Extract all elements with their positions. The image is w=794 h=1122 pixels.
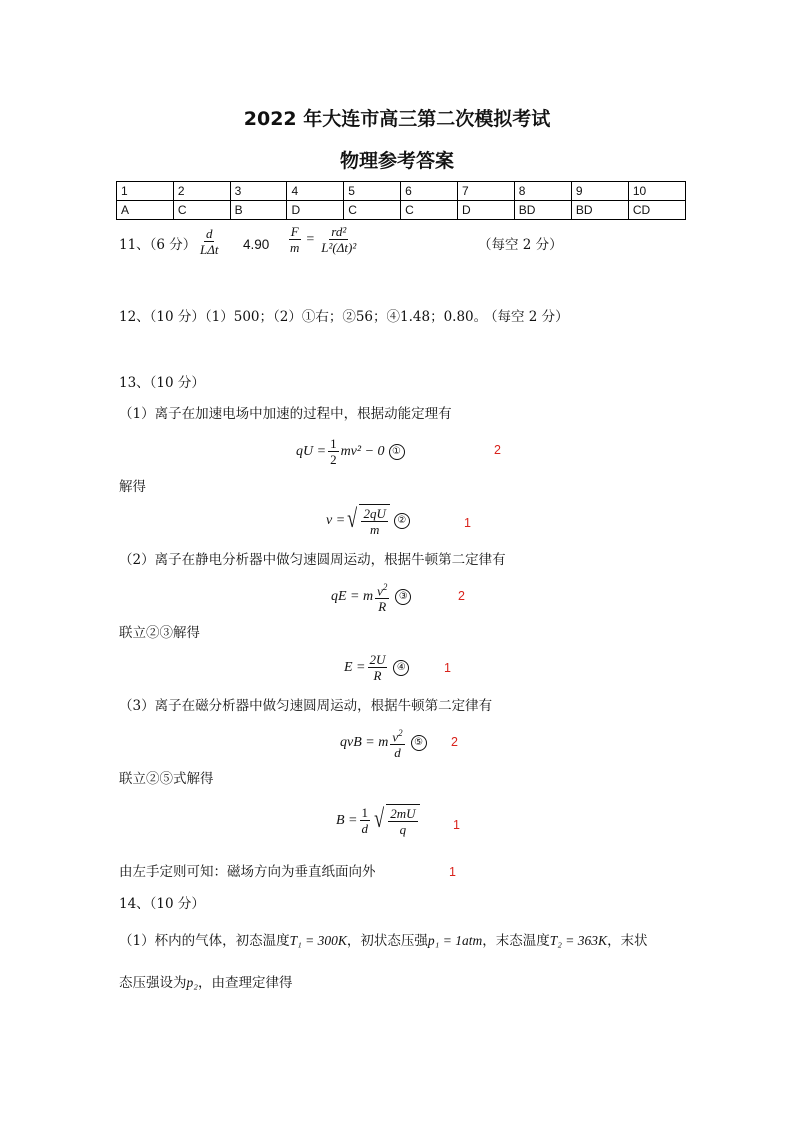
equation-mark: ① bbox=[389, 444, 405, 460]
table-cell: CD bbox=[628, 201, 685, 220]
q11-label: 11、（6 分） bbox=[119, 237, 197, 253]
score-mark: 2 bbox=[458, 589, 465, 603]
q13-label: 13、（10 分） bbox=[119, 375, 205, 391]
combine-text-2: 联立②⑤式解得 bbox=[119, 771, 214, 787]
q13-conclusion: 由左手定则可知：磁场方向为垂直纸面向外 bbox=[119, 864, 376, 880]
square-root: √ $\frac{2mU}{q}$ bbox=[372, 804, 420, 837]
score-mark: 1 bbox=[453, 818, 460, 832]
table-cell: C bbox=[344, 201, 401, 220]
q13-part3-text: （3）离子在磁分析器中做匀速圆周运动，根据牛顿第二定律有 bbox=[119, 698, 493, 714]
table-row-answers bbox=[117, 201, 686, 220]
q13-part2-text: （2）离子在静电分析器中做匀速圆周运动，根据牛顿第二定律有 bbox=[119, 552, 506, 568]
equation-2: v = √ $\frac{2qU}{m}$ ② bbox=[326, 504, 410, 537]
table-cell: 10 bbox=[628, 182, 685, 201]
fraction: $\frac{1}{d}$ bbox=[361, 805, 368, 836]
table-cell: 8 bbox=[514, 182, 571, 201]
fraction: $\frac{v^2}{R}$ bbox=[377, 582, 388, 615]
q12-answer: 12、（10 分）（1）500；（2）①右；②56；④1.48；0.80。 bbox=[119, 309, 488, 325]
table-cell: C bbox=[401, 201, 458, 220]
fraction: $\frac{v^2}{d}$ bbox=[392, 728, 403, 761]
answer-table bbox=[116, 181, 686, 220]
equation-1: qU = $\frac{1}{2}$ mv² − 0 ① bbox=[296, 436, 405, 467]
square-root: √ $\frac{2qU}{m}$ bbox=[345, 504, 390, 537]
equation-6: B = $\frac{1}{d}$ √ $\frac{2mU}{q}$ bbox=[336, 804, 420, 837]
q11-score-note: （每空 2 分） bbox=[478, 237, 563, 253]
table-cell: D bbox=[457, 201, 514, 220]
table-cell: 1 bbox=[117, 182, 174, 201]
fraction: $\frac{\text{rd²}}{\text{L²(Δt)²}}$ bbox=[321, 224, 357, 255]
table-row-numbers bbox=[117, 182, 686, 201]
fraction: $\frac{1}{2}$ bbox=[330, 436, 337, 467]
fraction: $\frac{2U}{R}$ bbox=[369, 652, 386, 683]
table-cell: BD bbox=[571, 201, 628, 220]
equation-mark: ③ bbox=[395, 589, 411, 605]
table-cell: A bbox=[117, 201, 174, 220]
table-cell: 3 bbox=[230, 182, 287, 201]
exam-title: 2022 年大连市高三第二次模拟考试 bbox=[243, 108, 551, 130]
q11-answer-1 bbox=[196, 226, 222, 257]
score-mark: 1 bbox=[449, 865, 456, 879]
score-mark: 1 bbox=[464, 516, 471, 530]
q14-part1-line2: 态压强设为p₂，由查理定律得 bbox=[119, 975, 293, 991]
q14-label: 14、（10 分） bbox=[119, 896, 205, 912]
table-cell: 4 bbox=[287, 182, 344, 201]
table-cell: 9 bbox=[571, 182, 628, 201]
q12-score-note: （每空 2 分） bbox=[484, 309, 569, 325]
q11-answer-2: 4.90 bbox=[243, 237, 270, 252]
solve-label: 解得 bbox=[119, 479, 146, 495]
fraction: $\frac{d}{\text{LΔt}}$ bbox=[200, 226, 219, 257]
score-mark: 2 bbox=[451, 735, 458, 749]
table-cell: 6 bbox=[401, 182, 458, 201]
table-cell: 2 bbox=[173, 182, 230, 201]
table-cell: C bbox=[173, 201, 230, 220]
equation-mark: ④ bbox=[393, 660, 409, 676]
table-cell: 5 bbox=[344, 182, 401, 201]
score-mark: 2 bbox=[494, 443, 501, 457]
q11-answer-3: $\frac{F}{m}$ = $\frac{\text{rd²}}{\text{L²(Δt)²}}$ bbox=[290, 224, 357, 255]
equation-mark: ② bbox=[394, 513, 410, 529]
fraction: $\frac{F}{m}$ bbox=[290, 224, 300, 255]
answer-key-subtitle: 物理参考答案 bbox=[339, 150, 454, 172]
equation-mark: ⑤ bbox=[411, 735, 427, 751]
table-cell: D bbox=[287, 201, 344, 220]
table-cell: B bbox=[230, 201, 287, 220]
table-cell: 7 bbox=[457, 182, 514, 201]
equation-3: qE = m $\frac{v^2}{R}$ ③ bbox=[331, 580, 411, 614]
equation-5: qvB = m $\frac{v^2}{d}$ ⑤ bbox=[340, 726, 427, 760]
q14-part1-line1: （1）杯内的气体，初态温度T₁ = 300K，初状态压强p₁ = 1atm，末态温度T₂ = 363K，末状 bbox=[119, 933, 648, 949]
combine-text-1: 联立②③解得 bbox=[119, 625, 200, 641]
score-mark: 1 bbox=[444, 661, 451, 675]
q13-part1-text: （1）离子在加速电场中加速的过程中，根据动能定理有 bbox=[119, 406, 452, 422]
equation-4: E = $\frac{2U}{R}$ ④ bbox=[344, 652, 409, 683]
table-cell: BD bbox=[514, 201, 571, 220]
